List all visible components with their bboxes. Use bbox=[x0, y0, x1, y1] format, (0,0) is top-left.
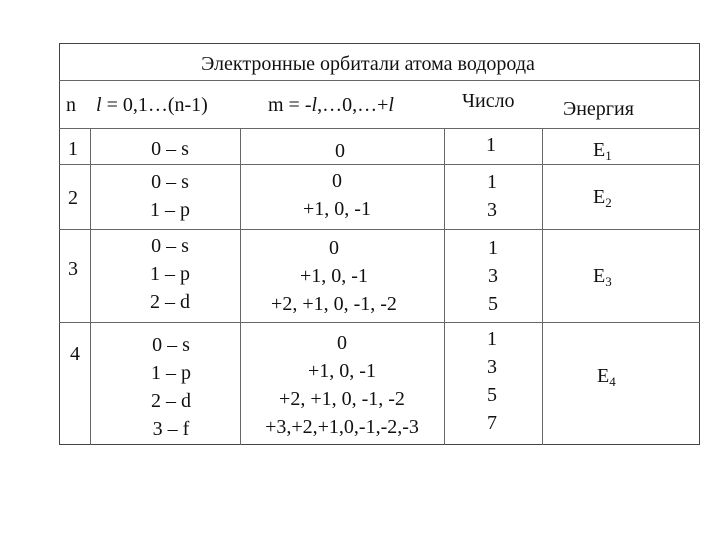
row2-l-item: 0 – s bbox=[151, 171, 189, 193]
row3-l-item: 0 – s bbox=[151, 235, 189, 257]
row4-l-item: 2 – d bbox=[151, 390, 191, 412]
header-n: n bbox=[66, 94, 76, 116]
header-m bbox=[268, 92, 394, 118]
row4-count-item: 5 bbox=[487, 384, 497, 406]
row2-m-item: +1, 0, -1 bbox=[303, 198, 371, 220]
row2-m bbox=[303, 167, 371, 223]
row2-energy-letter: E bbox=[593, 186, 606, 208]
row3-count bbox=[488, 234, 498, 318]
row4-m-item: +2, +1, 0, -1, -2 bbox=[279, 388, 405, 410]
row3-l-item: 2 – d bbox=[150, 291, 190, 313]
title-divider bbox=[59, 80, 700, 81]
row4-energy-sub: 4 bbox=[609, 374, 616, 389]
row4-m-item: +3,+2,+1,0,-1,-2,-3 bbox=[265, 416, 419, 438]
row-divider-2 bbox=[59, 229, 700, 230]
row1-l-item: 0 – s bbox=[151, 138, 189, 160]
row2-count bbox=[487, 168, 497, 224]
row3-count-item: 1 bbox=[488, 237, 498, 259]
header-m-l2: l bbox=[388, 94, 394, 116]
row1-m bbox=[335, 137, 345, 165]
row4-m-item: 0 bbox=[336, 332, 347, 354]
header-m-mid: ,…0,…+ bbox=[317, 94, 389, 116]
row1-m-item: 0 bbox=[335, 140, 345, 162]
col-divider-3 bbox=[444, 128, 445, 445]
row4-l-item: 3 – f bbox=[152, 418, 190, 440]
row1-count-item: 1 bbox=[486, 134, 496, 156]
row2-m-item: 0 bbox=[331, 170, 342, 192]
row1-count bbox=[486, 131, 496, 159]
row3-energy-sub: 3 bbox=[605, 274, 612, 289]
row3-energy-letter: E bbox=[593, 265, 606, 287]
table-title: Электронные орбитали атома водорода bbox=[201, 53, 535, 75]
row2-n: 2 bbox=[68, 187, 78, 209]
row3-count-item: 5 bbox=[488, 293, 498, 315]
row1-energy bbox=[593, 137, 612, 169]
row-divider-3 bbox=[59, 322, 700, 323]
row3-m-item: 0 bbox=[328, 237, 339, 259]
row4-l bbox=[151, 331, 191, 443]
row3-l-item: 1 – p bbox=[150, 263, 190, 285]
row1-l bbox=[151, 135, 189, 163]
row3-l bbox=[150, 232, 190, 316]
row3-energy bbox=[593, 263, 612, 295]
row3-m bbox=[271, 234, 397, 318]
row4-count-item: 7 bbox=[487, 412, 497, 434]
row4-l-item: 0 – s bbox=[152, 334, 190, 356]
row2-count-item: 3 bbox=[487, 199, 497, 221]
col-divider-2 bbox=[240, 128, 241, 445]
header-m-l1: l bbox=[311, 94, 318, 116]
header-divider bbox=[59, 128, 700, 129]
row4-energy bbox=[597, 363, 616, 395]
row1-energy-sub: 1 bbox=[605, 148, 612, 163]
row4-m-item: +1, 0, -1 bbox=[308, 360, 376, 382]
row3-m-item: +2, +1, 0, -1, -2 bbox=[271, 293, 397, 315]
row3-count-item: 3 bbox=[488, 265, 498, 287]
row3-n: 3 bbox=[68, 258, 78, 280]
row2-energy bbox=[593, 184, 612, 216]
row2-energy-sub: 2 bbox=[605, 195, 612, 210]
col-divider-1 bbox=[90, 128, 91, 445]
row4-count bbox=[487, 325, 497, 437]
header-l bbox=[96, 92, 208, 118]
col-divider-4 bbox=[542, 128, 543, 445]
row4-energy-letter: E bbox=[597, 365, 610, 387]
row4-l-item: 1 – p bbox=[151, 362, 191, 384]
header-l-var: l bbox=[96, 94, 102, 116]
row4-n: 4 bbox=[70, 343, 80, 365]
row2-l bbox=[150, 168, 190, 224]
row2-count-item: 1 bbox=[487, 171, 497, 193]
header-count: Число bbox=[462, 90, 515, 112]
row4-count-item: 1 bbox=[487, 328, 497, 350]
row4-m bbox=[265, 329, 419, 441]
row4-count-item: 3 bbox=[487, 356, 497, 378]
row1-n: 1 bbox=[68, 138, 78, 160]
header-l-range: = 0,1…(n-1) bbox=[101, 94, 208, 116]
row3-m-item: +1, 0, -1 bbox=[300, 265, 368, 287]
row2-l-item: 1 – p bbox=[150, 199, 190, 221]
header-m-prefix: m = - bbox=[268, 94, 312, 116]
row1-energy-letter: E bbox=[593, 139, 606, 161]
header-energy: Энергия bbox=[563, 98, 634, 120]
